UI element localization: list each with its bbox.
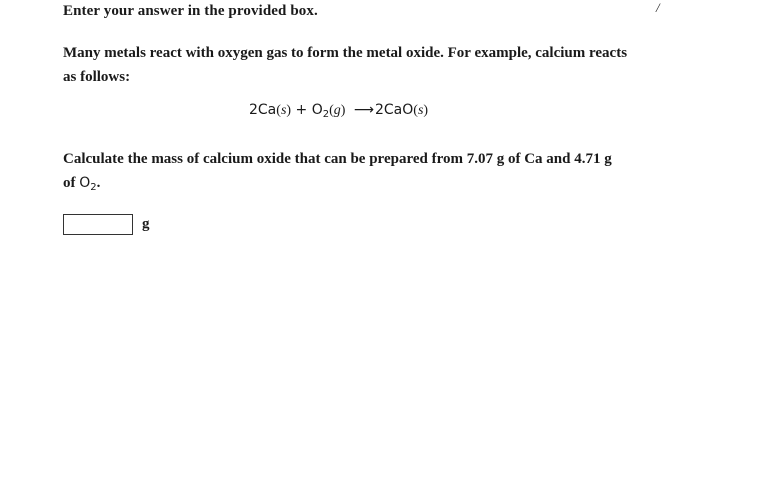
product-calcium-oxide: 2CaO xyxy=(374,102,414,118)
reactant-oxygen: $O_2$ xyxy=(311,102,330,120)
answer-input[interactable] xyxy=(63,214,133,235)
chemical-equation: $2Ca(s) + O_2(g)$ ⟶2CaO(s) xyxy=(249,102,429,120)
question-oxygen-formula: $O_2$ xyxy=(79,175,97,193)
state-calcium: s xyxy=(280,103,287,118)
reaction-arrow-icon: ⟶ xyxy=(353,102,374,118)
question-text: Calculate the mass of calcium oxide that can be prepared from 7.07 g of Ca and 4.71 g of $O_2$. xyxy=(63,151,612,193)
reactant-calcium: 2Ca xyxy=(249,102,277,118)
instruction-text: Enter your answer in the provided box. xyxy=(63,3,318,19)
corner-mark: / xyxy=(656,0,660,15)
intro-paragraph: Many metals react with oxygen gas to form the metal oxide. For example, calcium reacts as follows: xyxy=(63,45,628,85)
state-product: s xyxy=(417,103,424,118)
answer-unit-label: g xyxy=(142,216,150,232)
state-oxygen: g xyxy=(333,103,341,118)
plus-sign: + xyxy=(295,102,308,118)
question-body: Calculate the mass of calcium oxide that can be prepared from 7.07 g of Ca and 4.71 g of xyxy=(63,151,612,191)
